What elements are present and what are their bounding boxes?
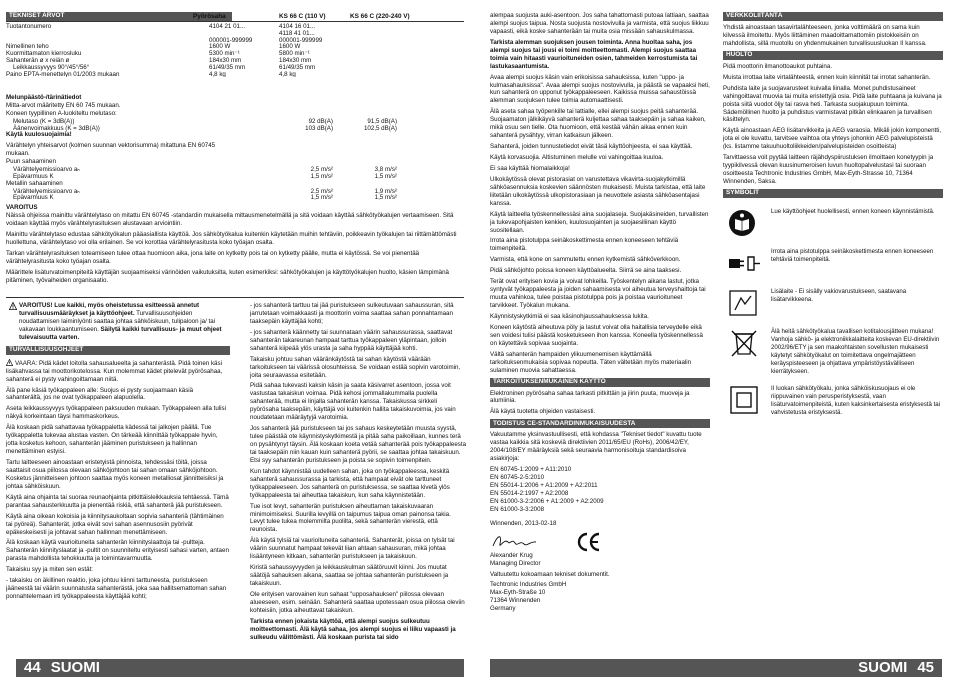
safety-para: Jos sahanterä jää puristukseen tai jos sahaus keskeytetään muusta syystä, tulee päästää ote käynnistyskytkimestä ja pitää saha paikoillaan, kunnes terä on pysähtynyt täysin. Älä koskaan koeta vetää sahanterää pois työkappaleesta tai taaksepäin niin kauan kuin sahanterä pyörii, se saattaa johtaa takaiskuun. Etsi syy sahanterän puristukseen ja poista se sopivin toimenpitein. — [250, 425, 466, 464]
left-column-1 — [6, 302, 230, 654]
maintenance-text: Puhdista laite ja suojavarusteet kuivalla liinalla. Monet puhdistusaineet vahingoittavat muovia tai muita eristettyjä osia. Pidä laite puhtaana ja kuivana ja poista siitä vuodot öljy tai rasva heti. Tarkasta suojakupuun toiminta. Sädemöllinen huolto ja puhdistus varmistavat pitkän elinkaaren ja turvallisen käsittelyn. — [723, 84, 942, 124]
noise-value: 91,5 dB(A) — [367, 117, 397, 125]
safety-para: Sahanterä, joiden tunnustetiedot eivät täsä käyttöohjeesta, ei saa käyttää. — [490, 143, 693, 151]
safety-para: Takaisku syy ja miten sen estät: — [6, 566, 94, 574]
varoitus-text: Tarkan värähtelyrasituksen toteamiseen tulee ottaa huomioon aika, jona laite on kytketty pois tai on kytketty päälle, mutta ei käytössä. Se voi pienentää värähtelyrasitusta koko työajan osalta. — [6, 249, 420, 265]
safety-para: VAARA: Pidä kädet loitolla sahausalueelta ja sahanterästä. Pidä toinen käsi lisäkahvassa tai moottorikotelossa. Kun molemmat kädet pitelevät pyörösahaa, sahanterä ei pysty vahingoittamaan niitä. — [6, 359, 223, 383]
ce-standard: EN 61000-3-3:2008 — [490, 505, 545, 513]
safety-para: Älä käytä tylsiä tai vaurioituneita sahanteriä. Sahanterät, joissa on tylsät tai väärin suunnatut hampaat tekevät liian ahtaan sahausuran, mikä johtaa lisääntyneen kitkaan, sahanterän puristukseen ja takaiskuun. — [250, 537, 455, 561]
symbol-text: II luokan sähkötyökalu, jonka sähköiskusuojaus ei ole riippuvainen vain perusperistyksestä, vaan lisäturvatoimenpiteistä, kuten kaksinkertaisesta eristyksestä tai vahvistetusta eristyksestä. — [771, 385, 941, 417]
page-number: 45 — [917, 659, 934, 677]
safety-para: Älä pane käsiä työkappaleen alle: Suojus ei pysty suojaamaan käsiä sahanterältä, jos ne ovat työkappaleen alapuolella. — [6, 386, 194, 402]
safety-para: Koneen käytöstä aiheutuva pöly ja lastut voivat olla haitallisia terveydelle eikä sen voidesi tulisi päästä kosketukseen ihon kanssa. Koneella työskennellessä on käytettävä sopivaa suojainta. — [490, 323, 703, 347]
safety-para: Käynnistyskytkimiä ei saa käsinohjaussahauksessa lukita. — [490, 312, 649, 320]
noise-vibration-block — [6, 94, 466, 288]
varoitus-text: Näissä ohjeissa mainittu värähtelytaso on mitattu EN 60745 -standardin mukaisella mittausmenetelmällä ja sitä voidaan käyttää sähkötyökalujen vertaamiseen. Sitä voidaan käyttää myös värähtelyrasituksen alustavaan arviointiin. — [6, 212, 454, 228]
safety-header: TURVALLISUUSOHJEET — [6, 346, 230, 355]
safety-para: Irrota aina pistotulppa seinäkoskettimesta ennen koneeseen tehtäviä toimenpiteitä. — [490, 237, 679, 253]
page-footer-right — [490, 659, 942, 677]
ce-standard: EN 61000-3-2:2006 + A1:2009 + A2:2009 — [490, 497, 604, 505]
spec-rule — [6, 21, 464, 22]
vib-value: 2,5 m/s² — [310, 166, 333, 174]
safety-para: Ulkokäytössä olevat pistorasiat on varustettava vikavirta-suojakytkimillä sähköasennuksia koskevien säännösten mukaisesti. Muista tarkistaa, että laite liitetään ulkokäytössä ulkopistorasiaan ja neuvottele asiasta sähköasentajasi kanssa. — [490, 175, 706, 207]
language-label: SUOMI — [858, 659, 908, 677]
symbol-row — [723, 208, 943, 238]
warning-text-b: Turvallisuusohjeiden noudattamisen laiminlyönti saattaa johtaa sähköiskuun, tulipaloon ja/ tai vakavaan loukkaantumiseen. — [19, 309, 216, 333]
symbol-text: Lue käyttöohjeet huolellisesti, ennen koneen käynnistämistä. — [771, 207, 935, 215]
intended-use-header: TARKOITUKSENMUKAINEN KÄYTTÖ — [490, 378, 710, 387]
page-45 — [484, 0, 954, 677]
ce-standard: EN 60745-1:2009 + A11:2010 — [490, 466, 572, 474]
safety-para: Älä koskaan pidä sahattavaa työkappaletta kädessä tai jalkojen päällä. Tue työkappaletta tukevaa alustaa vasten. On tärkeää kiinnittää työkappale hyvin, jotta kosketus kehoon, sahanterän jääminen puristukseen ja hallinnan menettäminen estyisi. — [6, 424, 218, 456]
read-manual-icon — [727, 208, 761, 238]
maintenance-text: Tarvittaessa voit pyytää laitteen räjähdyspiirustuksen ilmoittaen konetyypin ja tyypikilvessä olevan kuusinumeroisen luvun huoltopalvelustasi tai suoraan osoitteesta Techtronic Industries GmbH, Max-Eyth-Strasse 10, 71364 Winnenden, Saksa. — [723, 154, 934, 185]
spec-row: Kuormittamaton kierrosluku 5300 min⁻¹ 5800 min⁻¹ — [6, 50, 310, 58]
vib-value: 2,5 m/s² — [310, 187, 333, 195]
warning-text-c: Säilytä kaikki turvallisuus- ja muut ohjeet tulevaisuutta varten. — [19, 325, 222, 341]
ce-header: TODISTUS CE-STANDARDINMUKAISUUDESTA — [490, 419, 710, 428]
symbol-row — [723, 328, 943, 376]
maintenance-text: Muista irrottaa laite virtalähteestä, ennen kuin kiinnität tai irrotat sahanterän. — [723, 73, 931, 81]
safety-para: Takaisku johtuu sahan vääränkäytöstä tai sahan käytöstä väärään tarkoitukseen tai väärissä olosuhteissa. Se voidaan estää sopivin varotoimin, joita seuraavassa esitetään. — [250, 355, 461, 379]
vib-value: 1,5 m/s² — [374, 172, 397, 180]
language-label: SUOMI — [50, 659, 100, 677]
noise-label: Melutaso (K = 3dB(A)) — [13, 117, 75, 125]
vib-value: 1,5 m/s² — [310, 172, 333, 180]
vibration-wood: Puun sahaaminen — [6, 158, 56, 166]
company-line: Max-Eyth-Straße 10 — [490, 589, 546, 597]
accessory-not-included-icon — [727, 288, 761, 318]
safety-para: Vältä sahanterän hampaiden ylikuumenemisen käyttämällä tarkoituksenmukaisia sopivaa nopeutta. Täten vältetään myös materiaalin sulaminen muovia sahattaessa. — [490, 350, 692, 374]
safety-para: Kun tahdot käynnistää uudelleen sahan, joka on työkappaleessa, keskitä sahanterä sahaussurassa ja tarkista, että hampaat eivät ole tarttuneet työkappaleeseen. Jos sahanterä on puristuksessa, se saattaa kivetä ylös työkappaleesta tai aiheuttaa takaiskun, kun saha käynnistetään. — [250, 467, 450, 499]
weee-bin-icon — [727, 328, 761, 358]
maintenance-header: HUOLTO — [723, 51, 943, 60]
ce-standard: EN 55014-2:1997 + A2:2008 — [490, 489, 569, 497]
safety-para: Tue isot levyt, sahanterän puristuksen aiheuttaman takaiskuvaaran minimoimiseksi. Suurilla levyillä on taipumus taipua oman painonsa takia. Levyt tulee tukea molemmilta puolilta, sekä sahanterän vierestä, että reunoista. — [250, 502, 451, 534]
vib-label: Värähtelyemissioarvo aₕ — [13, 187, 80, 195]
maintenance-text: Käytä ainoastaan AEG lisätarvikkeita ja AEG varaosia. Mikäli jokin komponentti, jota ei ole kuvattu, tarvitsee vaihtoa ota yhteys johonkin AEG palvelupisteistä (ks. listamme takuuhuoltoliikkeiden/palvelupisteiden osoitteista) — [723, 127, 942, 151]
safety-para: - jos sahanterä käännetty tai suunnataan väärin sahaussurassa, saattavat sahanterän takareunan hampaat tarttua työkappaleen yläpintaan, jolloin sahanterä kiipeää ylös urasta ja saha hyppää käyttäjää kohti. — [250, 328, 453, 352]
page-number: 44 — [24, 659, 41, 677]
authorization-note: Valtuutettu kokoamaan tekniset dokumentit. — [490, 570, 610, 578]
safety-para: alempaa suojusta auki-asentoon. Jos saha tahattomasti putoaa lattiaan, saattaa alempi suojus taipua. Nosta suojusta nostovivulla ja varmista, että suojus liikkuu vapaasti, eikä koske sahanterään tai muita osia missään sahauskulmassa. — [490, 12, 709, 35]
right-column-1 — [490, 12, 710, 652]
intended-use-text: Elektroninen pyörösaha sahaa tarkasti pitkittäin ja jiirin puuta, muoveja ja alumiinia. — [490, 389, 690, 405]
warning-triangle-icon — [9, 302, 17, 310]
unplug-icon — [727, 248, 761, 278]
safety-para: - jos sahanterä tarttuu tai jää puristukseen sulkeutuvaan sahaussuran, sitä jarrutetaan voimakkaasti ja moottorin voima saattaa sahan ponnahtamaan taaksepäin käyttäjää kohti; — [250, 302, 454, 325]
signatory-role: Managing Director — [490, 559, 541, 567]
spec-table — [6, 23, 466, 77]
safety-para: Tartu laitteeseen ainoastaan eristetyistä pinnoista, tehdessäsi töitä, joissa saattaisit osua piilossa olevaan sähköjohtoon tai sahan omaan sähköjohtoon. Kosketus jännitteiseen johtoon saattaa myös koneen metalliosat jännitteisiksi ja johtaa sähköiskuun. — [6, 459, 224, 490]
symbol-row — [723, 248, 943, 278]
ce-standard: EN 55014-1:2006 + A1:2009 + A2:2011 — [490, 481, 598, 489]
spec-row: 4118 41 01... — [279, 29, 315, 37]
vib-value: 3,8 m/s² — [374, 166, 397, 174]
spec-col-230: KS 66 C (220-240 V) — [350, 13, 410, 20]
varoitus-text: Mainittu värähtelytaso edustaa sähkötyökalun pääasiallista käyttöä. Jos sähkötyökalua kuitenkin käytetään muihin tehtäviin, poikkeavin työkalujen tai riittämättömästi huollettuna, värähtelytaso voi olla erilainen. Se voi korottaa värähtelyrasitusta koko työajan osalta. — [6, 231, 457, 247]
ce-text: Vakuutamme yksinvastuullisesti, että kohdassa "Tekniset tiedot" kuvattu tuote vastaa kaikkia sitä koskeviä direktiivien 2011/65/EU (RoHs), 2006/42/EY, 2004/108/EY määräyksiä sekä seuraavia harmonisoituja standardisoiva asiakirjoja: — [490, 431, 702, 463]
safety-para: Varmista, että kone on sammutettu ennen kytkemistä sähköverkkoon. — [490, 256, 681, 264]
noise-value: 103 dB(A) — [305, 124, 333, 132]
spec-col-110: KS 66 C (110 V) — [279, 13, 326, 20]
vib-value: 1,5 m/s² — [374, 194, 397, 202]
symbol-text: Lisälaite - Ei sisälly vakiovarustukseen, saatavana lisätarvikkeena. — [771, 287, 907, 303]
warning-text-a: VAROITUS! Lue kaikki, myös oheistetussa esitteessä annetut turvallisuusmääräykset ja käyttöohjeet. — [19, 302, 200, 317]
safety-para: Aseta leikkaussyvyys työkappaleen paksuuden mukaan. Työkappaleen alla tulisi näkyä korkeintaan täysi hammaskorkeus. — [6, 405, 227, 421]
mains-text: Yhdistä ainoastaan tasavirtalähteeseen, jonka volttimäärä on sama kuin kilvessä ilmoitettu. Myös liittäminen maadoittamattomiin pistokkeisiin on mahdollista, sillä muotollu on yhdenmukainen turvallisuusluokan II kanssa. — [723, 24, 927, 47]
warning-triangle-icon — [6, 359, 13, 366]
mains-header: VERKKOLIITÄNTÄ — [723, 12, 943, 21]
symbol-text: Älä heitä sähkötyökalua tavallisen kotitalousjätteen mukana! Vanhoja sähkö- ja elektroniikkalaitteita koskevan EU-direktiivin 2002/96/ETY ja sen maakohtaisten sovellusten mukaisesti käytetyt sähkötyökalut on toimitettava ongelmajätteen keräyspisteeseen ja ohjattava ympäristöystävälliseen kierrätykseen. — [771, 327, 940, 375]
vibration-metal: Metallin sahaaminen — [6, 179, 63, 187]
vib-label: Epävarmuus K — [13, 172, 54, 180]
safety-para: Käytä korvasuojia. Altistuminen melulle voi vahingoittaa kuuloa. — [490, 154, 664, 161]
right-column-2 — [723, 12, 943, 652]
symbol-text: Irrota aina pistotulppa seinäkoskettimesta ennen koneeseen tehtäviä toimenpiteitä. — [771, 247, 934, 263]
warning-box — [6, 302, 230, 342]
safety-para: Tarkista ennen jokaista käyttöä, että alempi suojus sulkeutuu moitteettomasti. Älä käytä sahaa, jos alempi suojus ei liiku vapaasti ja sulkeudu välittömästi. Älä koskaan purista tai sido — [250, 617, 456, 641]
signatory-name: Alexander Krug — [490, 551, 533, 559]
spec-row: Leikkaussyvyys 90°/45°/56° 61/49/35 mm 61/49/35 mm — [13, 63, 316, 71]
safety-para: Terät ovat erityisen kovia ja voivat lohkeilla. Työskentelyn aikana lastut, jotka syntyvät työkappaleesta ja joiden sahaamisesta voi aiheutua terveyshaittoja tai muuta vahinkoa, tulee poistaa pistotulppa pois ja poistaa vaurioituneet tarvikkeet. Työkalun mukana. — [490, 278, 706, 309]
hearing-protection-note: Käytä kuulosuojaimia! — [6, 131, 72, 139]
spec-row: Tuotantonumero 4104 21 01... 4104 16 01... — [6, 23, 316, 30]
symbols-header: SYMBOLIT — [723, 189, 943, 198]
vibration-intro: Värähtelyn yhteisarvot (kolmen suunnan vektorisumma) mitattuna EN 60745 mukaan. — [6, 142, 216, 158]
page-44 — [0, 0, 470, 677]
noise-label: Äänenvoimakkuus (K = 3dB(A)) — [13, 124, 100, 132]
safety-para: Tarkista alemman suojuksen jousen toiminta. Anna huoltaa saha, jos alempi suojus tai jousi ei toimi moitteettomasti. Alempi suojus saattaa toimia vain hitaasti vaurioituneiden osien, tahmeiden kerrostumista tai lastukasaantumista. — [490, 38, 698, 70]
safety-para: - takaisku on äkillinen reaktio, joka johtuu kiinni tarttuneesta, puristukseen jääneestä tai väärin suunnatusta sahanterästä, joka saa hallitsemattoman sahan ponnahtelemaan irti työkappaleesta käyttäjää kohti; — [6, 577, 227, 601]
signature-icon — [490, 532, 540, 552]
vib-label: Värähtelyemissioarvo aₕ — [13, 166, 80, 174]
varoitus-title: VAROITUS — [6, 204, 38, 212]
company-line: Germany — [490, 605, 516, 613]
safety-para: Ei saa käyttää hiomalaikkoja! — [490, 164, 570, 172]
ce-standard: EN 60745-2-5:2010 — [490, 474, 545, 481]
page-footer-left — [16, 659, 464, 677]
safety-para: Avaa alempi suojus käsin vain erikoisissa sahauksissa, kuten "uppo- ja kulmasahauksissa". Avaa alempi suojus nostovivulla, ja päästä se vapaaksi heti, kun sahanterä on upponut työkappaleeseen. Kaikissa muissa sahaustöissä alemman suojuksen tulee toimia automaattisesti. — [490, 73, 710, 105]
vib-value: 1,5 m/s² — [310, 194, 333, 202]
safety-para: Ole erityisen varovainen kun sahaat "upposahauksen" piilossa olevaan alueeseen, esim. seinään. Sahanterä saattaa upotessaan osua piilossa oleviin kohteisiin, jotka aiheuttavat takaiskun. — [250, 590, 465, 614]
spec-header-title: TEKNISET ARVOT — [9, 12, 65, 20]
spec-col-tool: Pyörösaha — [193, 13, 226, 20]
noise-value: 92 dB(A) — [308, 117, 333, 125]
spec-row: Nimellinen teho 1600 W 1600 W — [6, 43, 301, 51]
section-divider — [6, 297, 464, 298]
safety-para: Pidä sahaa tukevasti kaksin käsin ja saata käsivarret asentoon, jossa voit vastustaa takaiskun voimaa. Pidä kehosi jommallakummalla puolella sahanterää, mutta ei linjalla sahanterän kanssa. Takaiskussa sirkkeli pyörösaha taaksepäin, käyttäjä voi kuitenkin hallita takaiskuvoimia, jos vain noudatetaan määräytyjä varotoimia. — [250, 382, 456, 422]
spec-row: Paino EPTA-menettelyn 01/2003 mukaan 4,8 kg 4,8 kg — [6, 70, 296, 78]
vib-value: 1,9 m/s² — [374, 187, 397, 195]
signature-row — [490, 532, 710, 552]
safety-para: Käytä aina oikean kokoisia ja kiinnitysaukoltaan sopivia sahanteriä (tähtimäinen tai pyöreä). Sahanterät, jotka eivät sovi sahan asennusosiin pyörivät epäkeskeisesti ja johtavat sahan hallinnan menettämiseen. — [6, 512, 224, 536]
ce-place-date: Winnenden, 2013-02-18 — [490, 519, 557, 527]
noise-line: Koneen tyypillinen A-luokiteltu melutaso: — [6, 109, 117, 117]
symbol-row — [723, 385, 943, 417]
noise-value: 102,5 dB(A) — [363, 124, 397, 132]
maintenance-text: Pidä moottorin ilmanottoaukot puhtaina. — [723, 62, 833, 70]
left-column-2 — [250, 302, 466, 654]
noise-title: Melunpäästö-/tärinätiedot — [6, 94, 82, 101]
safety-para: Kiristä sahaussyvyyden ja leikkauskulman säätöruuvit kiinni. Jos muutat säätöjä sahauksen aikana, saattaa se johtaa sahanterän puristukseen ja takaiskuun. — [250, 564, 449, 587]
spec-row: Sahanterän ø x reiän ø 184x30 mm 184x30 mm — [6, 56, 312, 64]
spec-row: 000001-999999 000001-999999 — [209, 36, 323, 44]
safety-para: Älä koskaan käytä vaurioituneita sahanterän kiinnityslaattoja tai -pultteja. Sahanterän kiinnityslaatat ja -pultit on suunniteltu erityisesti sahasi varten, antaen parasta mahdollista tehokkuutta ja toimintavarmuutta. — [6, 539, 229, 563]
varoitus-text: Määrittele lisäturvatoimenpiteitä käyttäjän suojaamiseksi värinöiden vaikutuksilta, kuten esimerkiksi: sähkötyökalujen ja käyttötyökalujen huolto, käsien lämpimänä pitäminen, työvaiheiden organisaatio. — [6, 268, 449, 284]
vib-label: Epävarmuus K — [13, 194, 54, 202]
safety-para: Käytä aina ohjainta tai suoraa reunaohjainta pitkittäisleikkauksia tehtäessä. Tämä parantaa sahausterkkuutta ja pienentää riskiä, että sahanterä jää puristukseen. — [6, 493, 229, 509]
safety-para: Käytä laitteella työskennellessäsi aina suojalaseja. Suojakäsineiden, turvallisten ja tukevapohjaisten kenkien, kuulosuojainten ja suojaesiliinan käyttö suositellaan. — [490, 210, 709, 234]
intended-use-text: Älä käytä tuotetta ohjeiden vastaisesti. — [490, 408, 596, 416]
ce-mark-icon — [576, 532, 602, 552]
company-line: Techtronic Industries GmbH — [490, 581, 567, 589]
double-insulation-icon — [727, 385, 761, 415]
safety-para: Älä aseta sahaa työpenkille tai lattialle, ellei alempi suojus peitä sahanterää. Suojaamaton jälkikäyvä sahanterä kuljettaa sahaa taaksepäin ja sahaa kaiken, mikä osuu sen tielle. Ota huomioon, että kestää vähän aikaa ennen kuin sahanterä pysähtyy, virran katkaisun jälkeen. — [490, 108, 706, 140]
symbol-row — [723, 288, 943, 318]
safety-para: Pidä sähköjohto poissa koneen käyttöalueelta. Siirrä se aina taaksesi. — [490, 267, 682, 275]
company-line: 71364 Winnenden — [490, 597, 541, 605]
noise-line: Mitta-arvot määritetty EN 60 745 mukaan. — [6, 101, 121, 109]
